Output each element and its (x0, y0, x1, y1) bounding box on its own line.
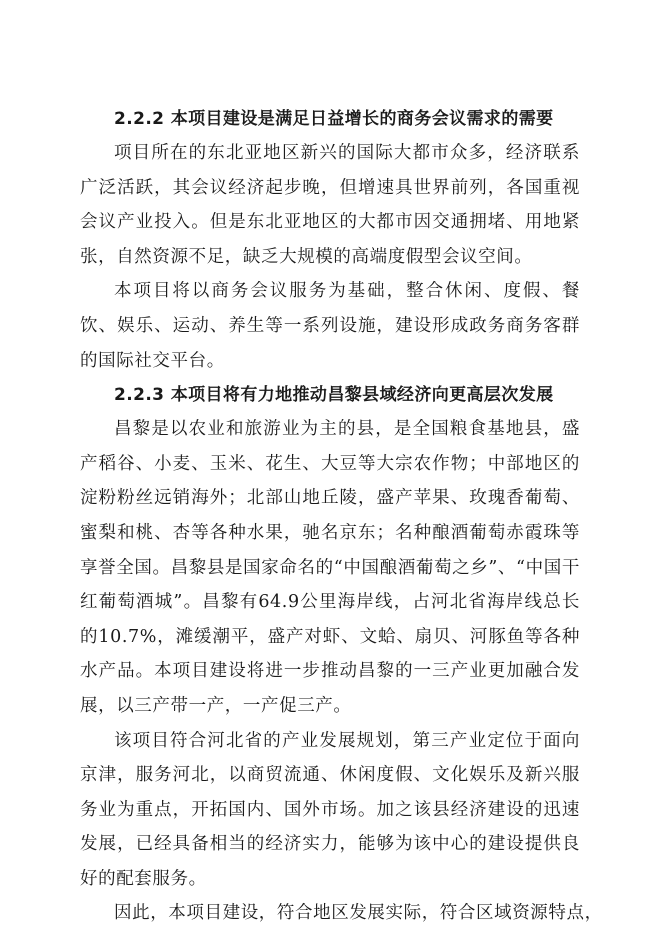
paragraph: 本项目将以商务会议服务为基础，整合休闲、度假、餐饮、娱乐、运动、养生等一系列设施，建设形成政务商务客群的国际社交平台。 (80, 281, 580, 371)
paragraph: 项目所在的东北亚地区新兴的国际大都市众多，经济联系广泛活跃，其会议经济起步晚，但增速具世界前列，各国重视会议产业投入。但是东北亚地区的大都市因交通拥堵、用地紧张，自然资源不足，缺乏大规模的高端度假型会议空间。 (80, 143, 580, 267)
paragraph: 昌黎是以农业和旅游业为主的县，是全国粮食基地县，盛产稻谷、小麦、玉米、花生、大豆等大宗农作物；中部地区的淀粉粉丝远销海外；北部山地丘陵，盛产苹果、玫瑰香葡萄、蜜梨和桃、杏等各种水果，驰名京东；名种酿酒葡萄赤霞珠等享誉全国。昌黎县是国家命名的“中国酿酒葡萄之乡”、“中国干红葡萄酒城”。昌黎有64.9公里海岸线，占河北省海岸线总长的10.7%，滩缓潮平，盛产对虾、文蛤、扇贝、河豚鱼等各种水产品。本项目建设将进一步推动昌黎的一三产业更加融合发展，以三产带一产，一产促三产。 (80, 419, 580, 716)
section-heading-2-2-2: 2.2.2 本项目建设是满足日益增长的商务会议需求的需要 (114, 109, 554, 129)
paragraph: 因此，本项目建设，符合地区发展实际，符合区域资源特点， (114, 903, 603, 924)
section-heading-2-2-3: 2.2.3 本项目将有力地推动昌黎县域经济向更高层次发展 (114, 385, 554, 406)
document-body (80, 102, 603, 931)
paragraph: 该项目符合河北省的产业发展规划，第三产业定位于面向京津，服务河北，以商贸流通、休闲度假、文化娱乐及新兴服务业为重点，开拓国内、国外市场。加之该县经济建设的迅速发展，已经具备相当的经济实力，能够为该中心的建设提供良好的配套服务。 (80, 730, 580, 889)
